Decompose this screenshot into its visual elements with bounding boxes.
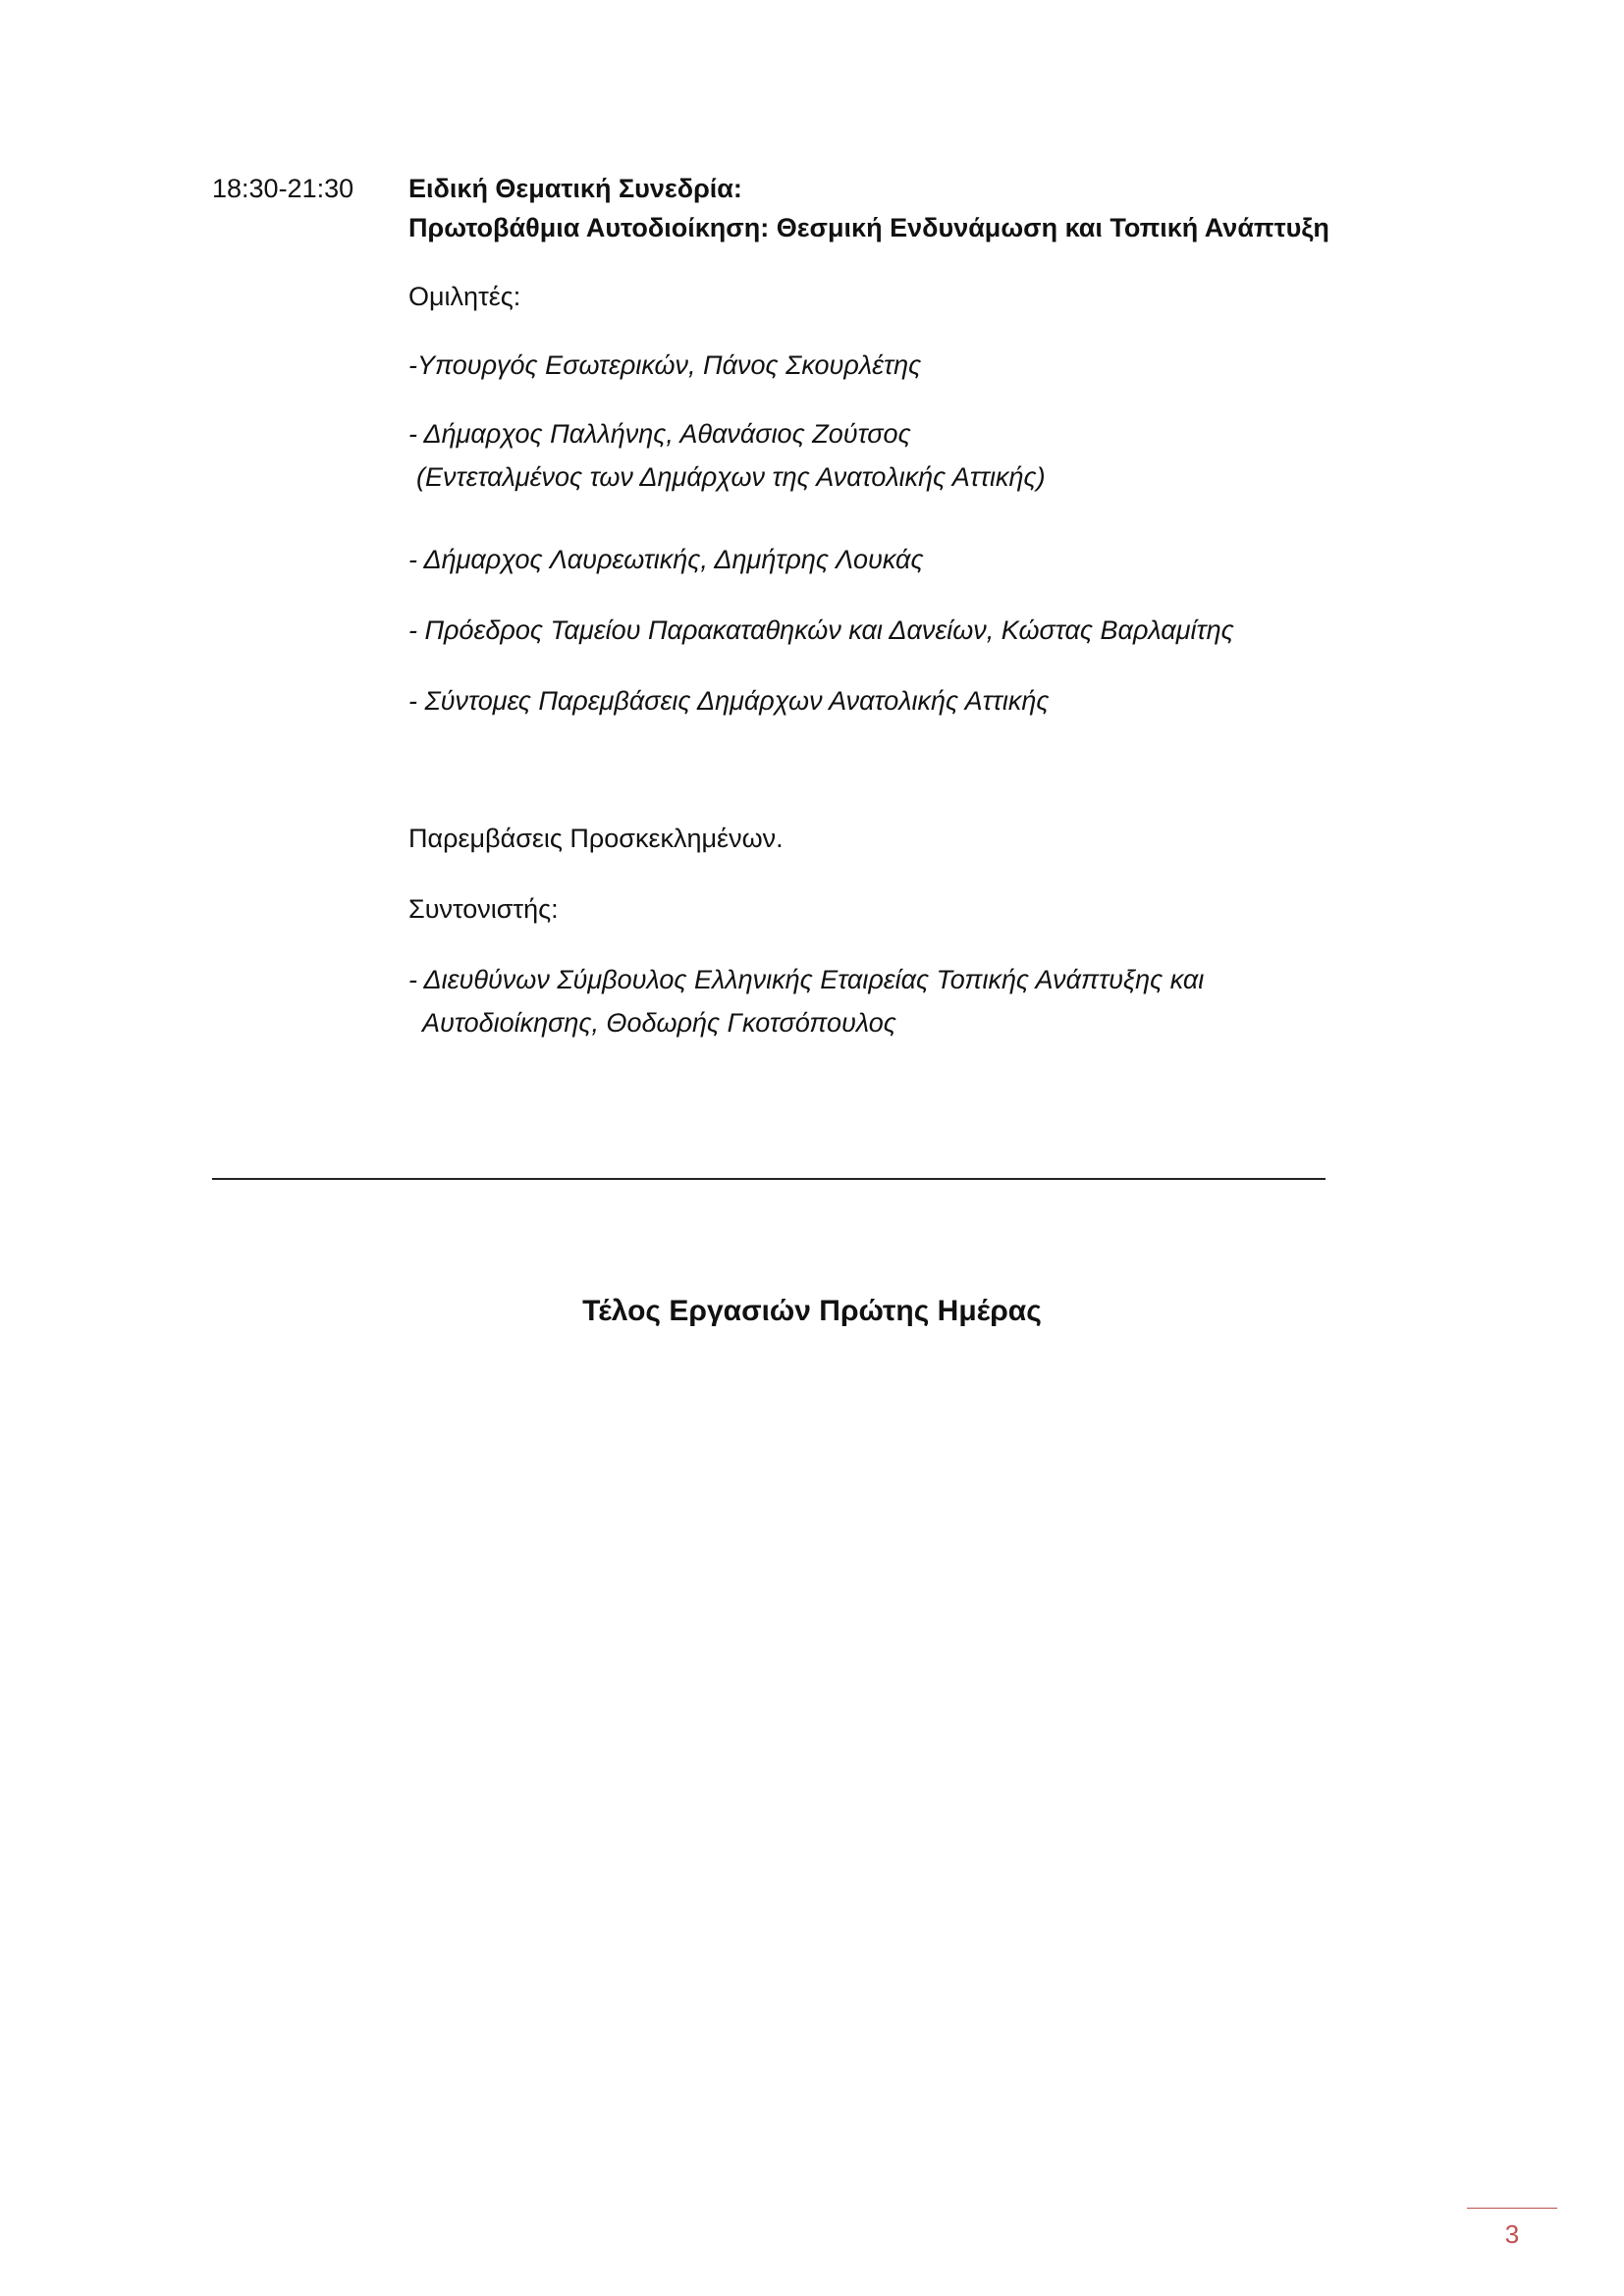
closing-heading: Τέλος Εργασιών Πρώτης Ημέρας <box>582 1295 1042 1327</box>
speaker-item: - Πρόεδρος Ταμείου Παρακαταθηκών και Δανείων, Κώστας Βαρλαμίτης <box>408 615 1234 645</box>
page-number: 3 <box>1504 2219 1520 2249</box>
moderator-item: - Διευθύνων Σύμβουλος Ελληνικής Εταιρείας Τοπικής Ανάπτυξης και <box>408 965 1205 994</box>
speaker-item-note: (Εντεταλμένος των Δημάρχων της Ανατολικής Αττικής) <box>416 462 1046 492</box>
session-block <box>408 169 1547 1044</box>
guests-label: Παρεμβάσεις Προσκεκλημένων. <box>408 824 784 853</box>
page-number-rule <box>1467 2208 1557 2209</box>
moderator-item-cont: Αυτοδιοίκησης, Θοδωρής Γκοτσόπουλος <box>422 1008 896 1038</box>
speaker-item: - Σύντομες Παρεμβάσεις Δημάρχων Ανατολικής Αττικής <box>408 686 1050 716</box>
horizontal-divider <box>212 1178 1326 1180</box>
speaker-item: - Δήμαρχος Παλλήνης, Αθανάσιος Ζούτσος <box>408 419 911 449</box>
speaker-item: -Υπουργός Εσωτερικών, Πάνος Σκουρλέτης <box>408 350 922 380</box>
session-time: 18:30-21:30 <box>212 174 354 203</box>
speaker-item: - Δήμαρχος Λαυρεωτικής, Δημήτρης Λουκάς <box>408 545 924 574</box>
session-title-line1: Ειδική Θεματική Συνεδρία: <box>408 174 742 203</box>
moderator-label: Συντονιστής: <box>408 894 559 924</box>
speakers-label: Ομιλητές: <box>408 282 521 311</box>
session-title-line2: Πρωτοβάθμια Αυτοδιοίκηση: Θεσμική Ενδυνάμωση και Τοπική Ανάπτυξη <box>408 213 1329 242</box>
